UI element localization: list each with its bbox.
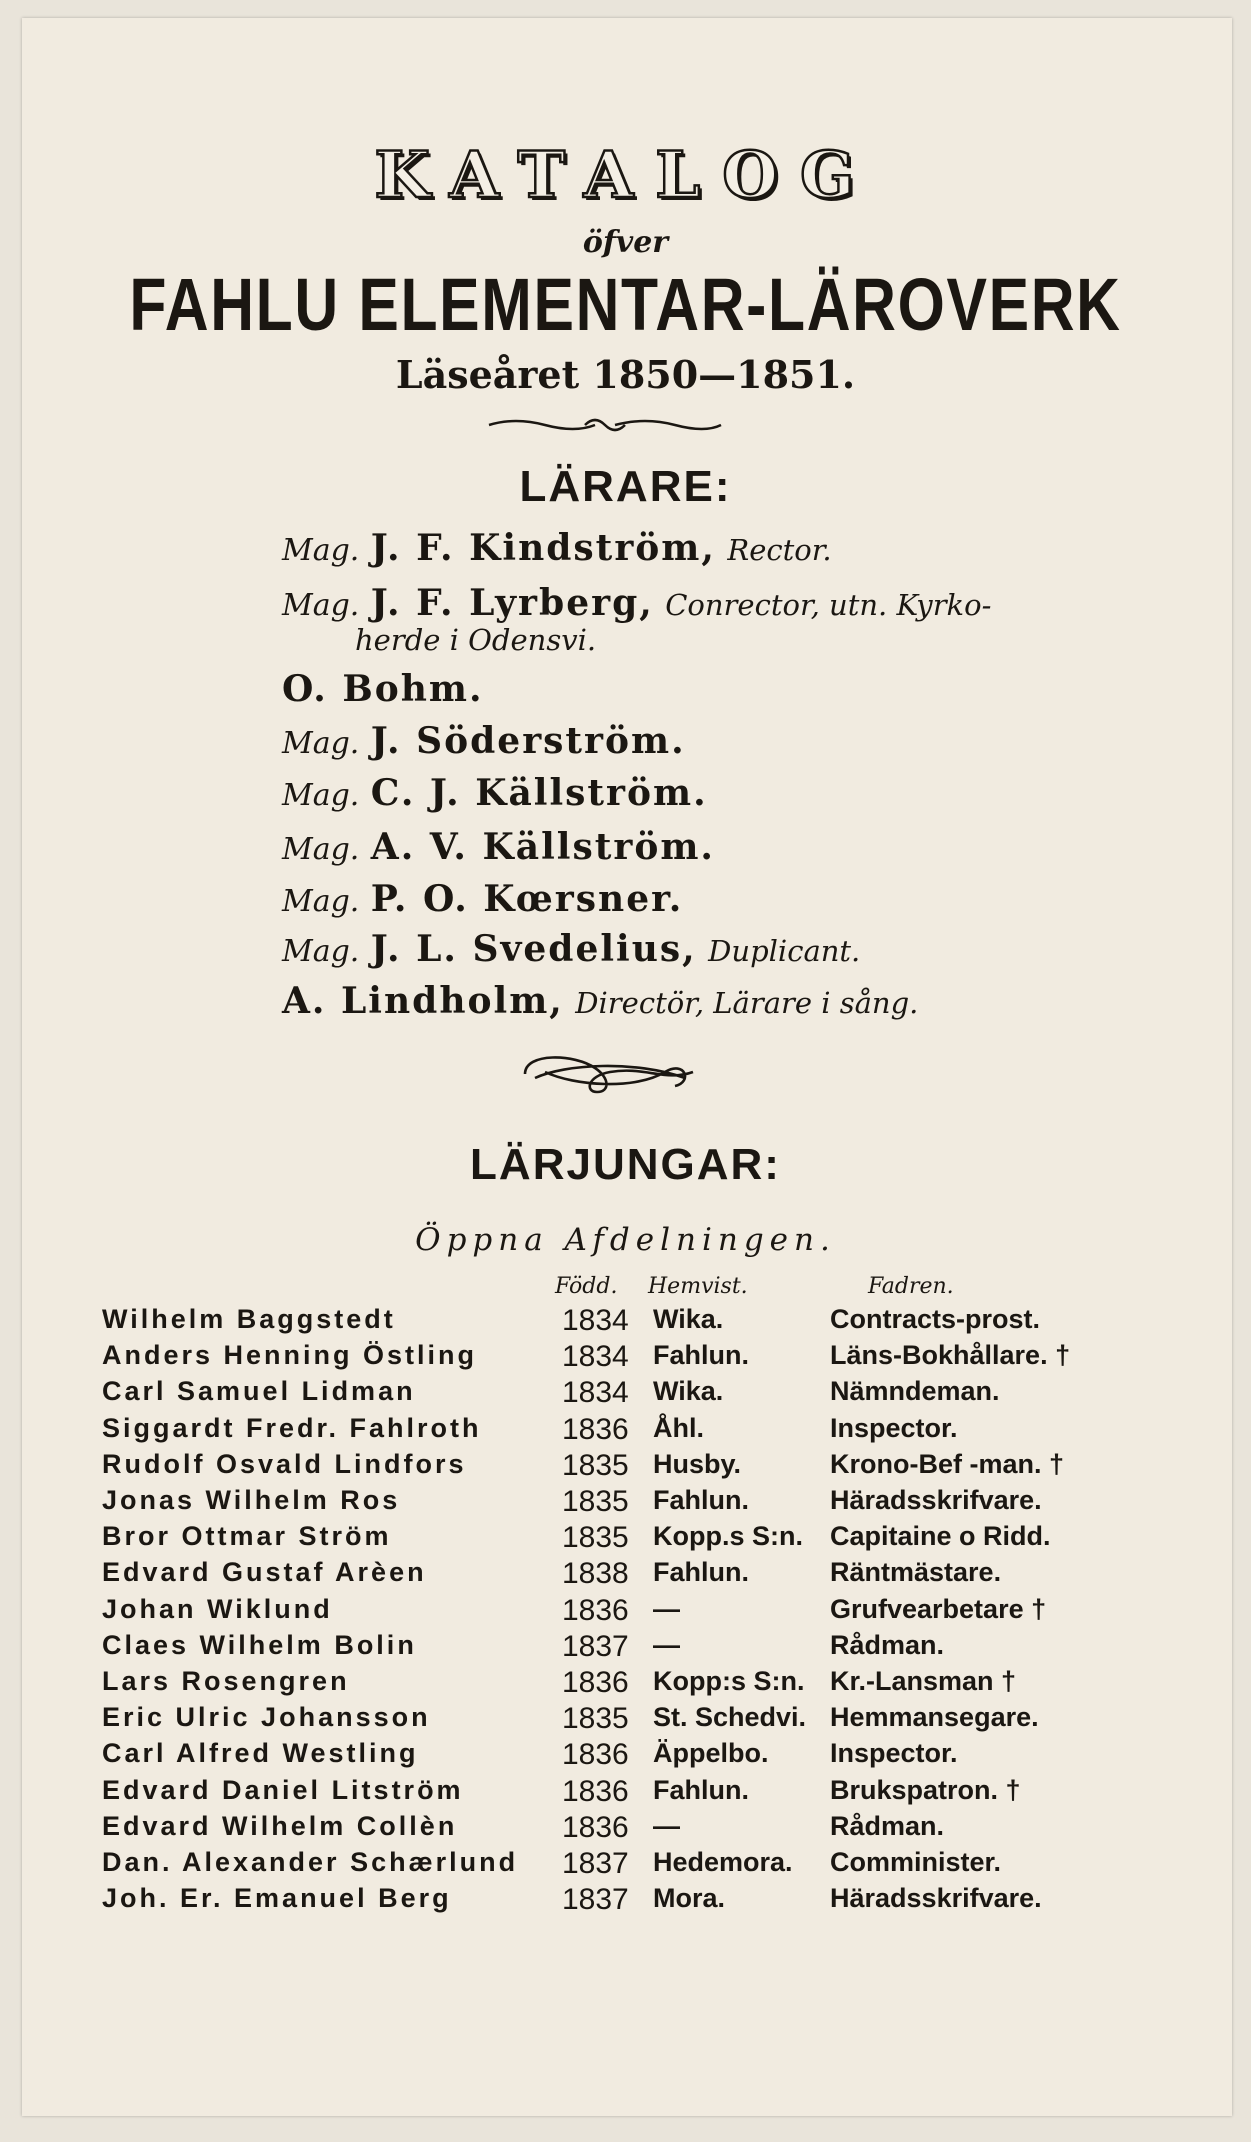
student-name: Carl Samuel Lidman [102,1376,416,1407]
catalog-title: KATALOG [374,138,877,213]
table-row [0,1594,1251,1630]
birth-year: 1835 [562,1521,629,1555]
student-name: Siggardt Fredr. Fahlroth [102,1412,482,1443]
father-occupation: Räntmästare. [830,1557,1002,1588]
school-year: Läseåret 1850—1851. [395,352,856,397]
table-row [0,1557,1251,1593]
student-name: Claes Wilhelm Bolin [102,1629,417,1660]
teacher-title: Mag. [282,934,360,969]
teacher-6 [282,826,715,868]
student-name: Edvard Daniel Litström [102,1774,464,1805]
teacher-title: Mag. [282,588,360,623]
student-name: Joh. Er. Emanuel Berg [102,1883,452,1914]
teacher-8 [282,928,860,970]
teacher-name: A. Lindholm, [282,980,564,1022]
table-row [0,1485,1251,1521]
teacher-title: Mag. [282,533,360,568]
table-row [0,1811,1251,1847]
birth-year: 1834 [562,1304,629,1337]
student-name: Carl Alfred Westling [102,1738,419,1769]
father-occupation: Läns-Bokhållare. † [830,1340,1071,1371]
father-occupation: Hemmansegare. [830,1702,1039,1733]
birth-year: 1836 [562,1593,629,1627]
table-row [0,1521,1251,1557]
birth-year: 1837 [562,1847,629,1880]
teacher-3 [282,668,484,710]
student-name: Edvard Gustaf Arèen [102,1557,427,1588]
father-occupation: Rådman. [830,1629,945,1660]
birth-year: 1836 [562,1738,629,1772]
table-row [0,1702,1251,1738]
student-name: Dan. Alexander Schærlund [102,1847,519,1877]
teacher-name: J. L. Svedelius, [370,928,697,970]
home-parish: Kopp.s S:n. [653,1521,803,1552]
birth-year: 1838 [562,1557,629,1591]
home-parish: Mora. [653,1883,726,1914]
teacher-name: C. J. Källström. [370,772,708,814]
column-header-home: Hemvist. [648,1274,748,1299]
student-name: Bror Ottmar Ström [102,1521,392,1552]
teacher-4 [282,720,686,762]
teacher-role: Rector. [727,533,832,567]
teacher-name: J. Söderström. [370,720,686,762]
father-occupation: Krono-Bef -man. † [830,1448,1065,1479]
table-row [0,1449,1251,1485]
teachers-heading: LÄRARE: [519,462,732,511]
column-header-born: Född. [555,1274,618,1299]
teacher-role: Conrector, utn. Kyrko- [665,588,992,622]
home-parish: Åhl. [653,1412,704,1443]
birth-year: 1835 [562,1702,629,1736]
father-occupation: Comminister. [830,1847,1002,1877]
teacher-1 [282,527,832,569]
home-parish: Fahlun. [653,1340,749,1371]
birth-year: 1836 [562,1774,629,1808]
teacher-name: J. F. Kindström, [370,527,716,569]
student-name: Johan Wiklund [102,1593,333,1624]
birth-year: 1836 [562,1412,629,1446]
father-occupation: Rådman. [830,1810,945,1841]
school-name: FAHLU ELEMENTAR-LÄROVERK [129,263,1122,346]
teacher-title: Mag. [282,778,360,813]
student-name: Rudolf Osvald Lindfors [102,1448,467,1479]
home-parish: Fahlun. [653,1774,749,1805]
birth-year: 1837 [562,1883,629,1917]
father-occupation: Contracts-prost. [830,1304,1041,1334]
ornament-rule-top [485,413,725,435]
teacher-7 [282,878,683,920]
teacher-role-continued: herde i Odensvi. [355,623,597,657]
home-parish: Wika. [653,1304,724,1334]
father-occupation: Capitaine o Ridd. [830,1521,1051,1552]
teacher-9 [282,980,918,1022]
catalog-subtitle: öfver [582,225,669,260]
birth-year: 1836 [562,1810,629,1844]
home-parish: Hedemora. [653,1847,793,1877]
table-row [0,1883,1251,1919]
teacher-role: Duplicant. [708,934,861,968]
teacher-name: J. F. Lyrberg, [370,582,654,624]
home-parish: — [653,1593,680,1624]
birth-year: 1837 [562,1629,629,1663]
father-occupation: Kr.-Lansman † [830,1666,1017,1696]
teacher-name: A. V. Källström. [370,826,715,868]
home-parish: — [653,1629,680,1660]
home-parish: Kopp:s S:n. [653,1666,805,1696]
teacher-title: Mag. [282,832,360,867]
home-parish: Husby. [653,1448,742,1479]
birth-year: 1834 [562,1340,629,1374]
father-occupation: Grufvearbetare † [830,1593,1047,1624]
father-occupation: Häradsskrifvare. [830,1883,1042,1914]
birth-year: 1836 [562,1666,629,1699]
teacher-role: Directör, Lärare i sång. [575,986,919,1020]
student-name: Anders Henning Östling [102,1340,478,1371]
ornament-flourish [515,1042,705,1104]
home-parish: Wika. [653,1376,724,1407]
students-heading: LÄRJUNGAR: [470,1140,781,1189]
father-occupation: Häradsskrifvare. [830,1485,1042,1515]
division-title: Öppna Afdelningen. [415,1222,836,1258]
student-name: Eric Ulric Johansson [102,1702,431,1733]
table-row [0,1376,1251,1412]
student-name: Edvard Wilhelm Collèn [102,1810,458,1841]
home-parish: Fahlun. [653,1557,749,1588]
home-parish: Fahlun. [653,1485,749,1515]
table-row [0,1775,1251,1811]
birth-year: 1835 [562,1485,629,1518]
student-name: Wilhelm Baggstedt [102,1304,396,1334]
teacher-title: Mag. [282,726,360,761]
table-row [0,1847,1251,1883]
table-row [0,1340,1251,1376]
home-parish: Äppelbo. [653,1738,769,1769]
father-occupation: Nämndeman. [830,1376,1000,1407]
table-row [0,1413,1251,1449]
teacher-title: Mag. [282,884,360,919]
table-row [0,1666,1251,1702]
table-row [0,1738,1251,1774]
student-name: Lars Rosengren [102,1666,350,1696]
teacher-2-role-cont [355,618,596,659]
table-row [0,1630,1251,1666]
birth-year: 1835 [562,1448,629,1482]
father-occupation: Brukspatron. † [830,1774,1021,1805]
home-parish: — [653,1810,680,1841]
teacher-5 [282,772,708,814]
home-parish: St. Schedvi. [653,1702,807,1733]
birth-year: 1834 [562,1376,629,1410]
table-row [0,1304,1251,1340]
teacher-name: O. Bohm. [282,668,484,710]
father-occupation: Inspector. [830,1412,958,1443]
teacher-name: P. O. Kœrsner. [370,878,684,920]
father-occupation: Inspector. [830,1738,958,1769]
student-name: Jonas Wilhelm Ros [102,1485,401,1515]
column-header-father: Fadren. [868,1274,954,1299]
